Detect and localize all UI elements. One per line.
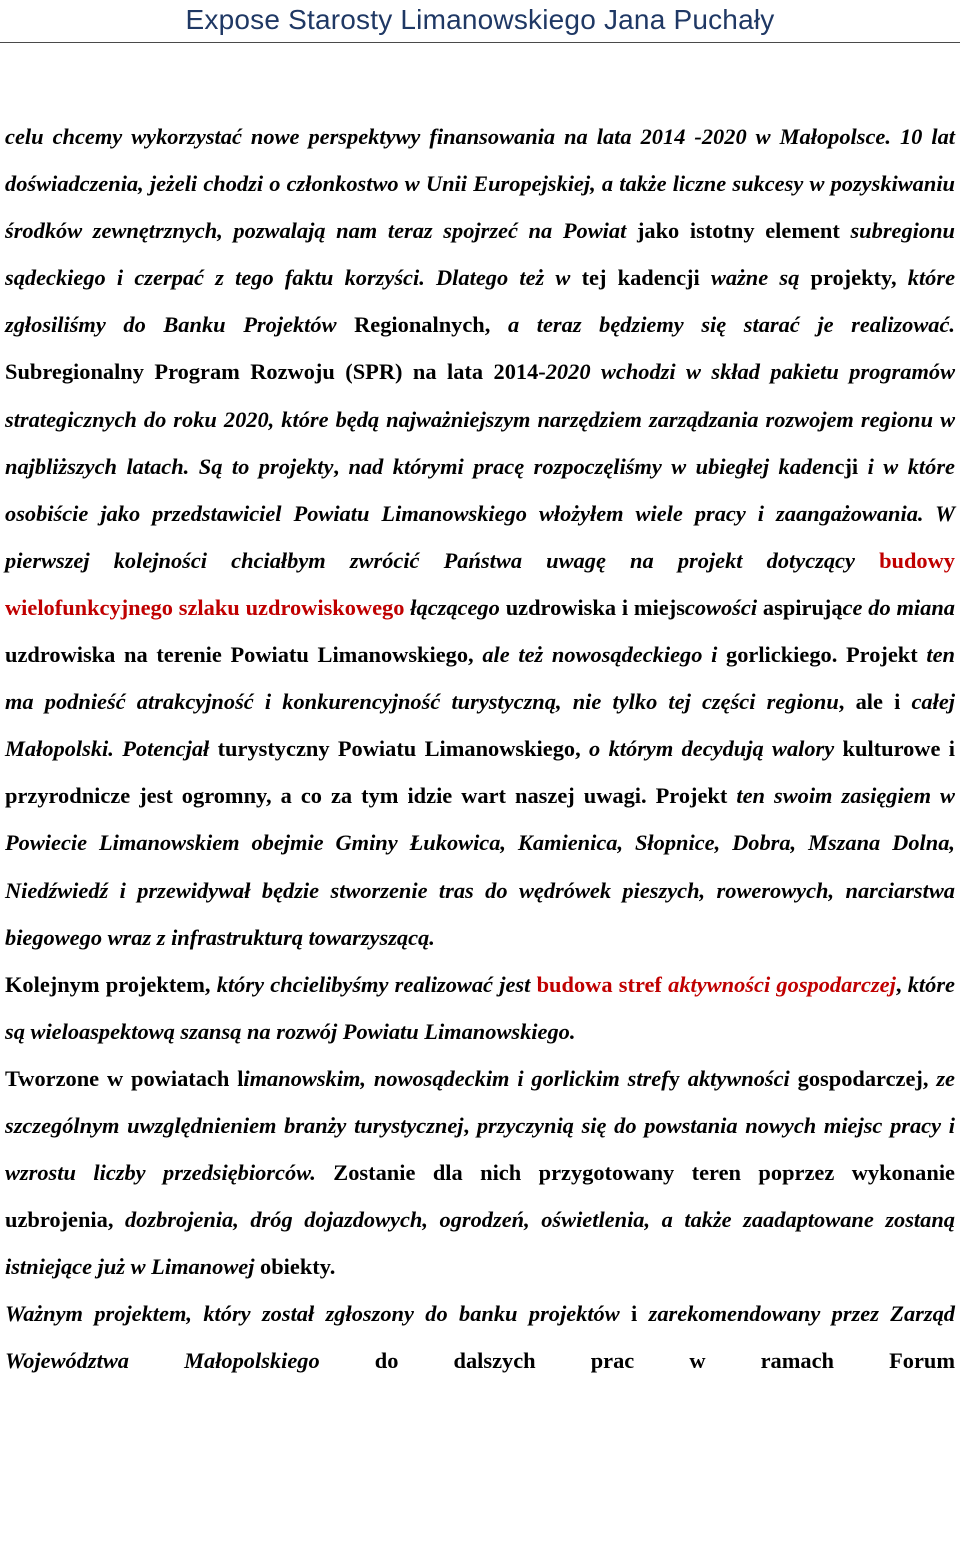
text-segment: projekty, [810, 265, 908, 291]
text-segment: które zgłosiliśmy do Banku [5, 265, 956, 338]
text-segment: obiekty. [260, 1254, 336, 1280]
text-segment: aktywności gospodarczej [668, 971, 896, 997]
text-segment: ze szczególnym uwzględnieniem branży turystycznej [5, 1065, 955, 1138]
text-segment: ce do miana [842, 594, 955, 620]
text-segment: turystyczny Powiatu Limanowskiego, [217, 736, 590, 762]
paragraph-2 [5, 961, 955, 1055]
text-segment: cji [834, 453, 868, 479]
text-segment: o którym decydują walory [589, 736, 843, 762]
text-segment: , ale i [838, 689, 912, 715]
text-segment: przyczynią się do powstania nowych miejsc pracy i wzrostu liczby przedsiębiorców. [5, 1112, 955, 1186]
text-segment: uzdrowiska i miejs [505, 594, 685, 620]
text-segment: imanowskim, nowosądeckim i gorlickim stref [243, 1065, 669, 1091]
text-segment: jako istotny element [636, 218, 851, 244]
page-header [0, 0, 960, 40]
text-segment: , [463, 1112, 477, 1138]
header-title: Expose Starosty Limanowskiego Jana Puchały [185, 4, 775, 35]
text-segment: łączącego [410, 594, 506, 620]
text-segment: do dalszych prac w ramach Forum [374, 1348, 955, 1374]
text-segment: ważne są [710, 265, 811, 291]
text-segment: aspirują [762, 594, 843, 620]
text-segment: i [631, 1301, 649, 1327]
text-segment: Kolejnym projektem, [5, 971, 217, 997]
text-segment: cowości [684, 594, 763, 620]
text-segment: tej kadencji [581, 265, 711, 291]
document-body [5, 113, 955, 1385]
text-segment: i w które osobiście jako przedstawiciel Powiatu Limanowskiego włożyłem wiele pracy i zaangażowania. W pierwszej kolejności chciałbym zwrócić Państwa uwagę na projekt dotyczący [5, 453, 955, 573]
text-segment: nad którymi pracę rozpoczęliśmy w ubiegłej kaden [348, 453, 835, 479]
text-segment: całej Małopolski. Potencjał [5, 689, 955, 762]
text-segment: budowy wielofunkcyjnego szlaku uzdrowiskowego [5, 547, 955, 620]
text-segment: uzdrowiska na terenie Powiatu Limanowskiego, [5, 642, 483, 668]
text-segment: ten ma podnieść atrakcyjność i konkurencyjność turystyczną, nie tylko tej części regionu [5, 642, 955, 715]
text-segment: który chcielibyśmy realizować jest [216, 971, 537, 997]
text-segment: a teraz będziemy się starać je realizować. [507, 312, 956, 338]
text-segment: celu chcemy wykorzystać nowe perspektywy finansowania na lata 2014 -2020 w Małopolsce. 10 lat doświadczenia, jeżeli chodzi o członkostwo w Unii Europejskiej, a także liczne sukcesy w pozyskiwaniu środków zewnętrznych, pozwalają nam teraz spojrzeć na Powiat [5, 124, 955, 244]
text-segment: który został zgłoszony do banku projektów [203, 1301, 632, 1327]
text-segment: Subregionalny Program Rozwoju (SPR) na lata 2014- [5, 359, 546, 385]
text-segment: subregionu sądeckiego i czerpać z tego faktu korzyści. Dlatego też w [5, 218, 955, 291]
text-segment: ten swoim zasięgiem w Powiecie Limanowskiem obejmie Gminy Łukowica, Kamienica, Słopnice, Dobra, Mszana Dolna, Niedźwiedź i przewidywał będzie stworzenie tras do wędrówek pieszych, rowerowych, narciarstwa biegowego wraz z infrastrukturą towarzyszącą. [5, 783, 955, 950]
text-segment: y [668, 1065, 688, 1091]
text-segment: Regionalnych, [354, 312, 508, 338]
header-divider [0, 42, 960, 43]
text-segment: dozbrojenia, dróg dojazdowych, ogrodzeń, oświetlenia, a także zaadaptowane zostaną istniejące już w Limanowej [5, 1207, 956, 1280]
text-segment: gorlickiego. Projekt [726, 642, 927, 668]
text-segment: Projektów [243, 312, 355, 338]
text-segment: , [333, 453, 349, 479]
text-segment: 2020 wchodzi w skład pakietu programów strategicznych do roku 2020, które będą najważniejszym narzędziem zarządzania rozwojem regionu w najbliższych latach. Są to projekty [5, 359, 955, 479]
paragraph-1 [5, 113, 955, 961]
text-segment: Zostanie dla nich przygotowany teren poprzez wykonanie uzbrojenia, [5, 1160, 955, 1233]
text-segment: Ważnym projektem, [5, 1301, 204, 1327]
text-segment: kulturowe i przyrodnicze jest ogromny, a co za tym idzie wart naszej uwagi. Projekt [5, 736, 955, 809]
paragraph-4 [5, 1290, 955, 1384]
text-segment: budowa stref [536, 971, 669, 997]
text-segment: ale też nowosądeckiego i [482, 642, 726, 668]
text-segment: Tworzone w powiatach l [5, 1065, 244, 1091]
text-segment: , [895, 971, 908, 997]
text-segment: aktywności [687, 1065, 798, 1091]
paragraph-3 [5, 1055, 955, 1290]
text-segment: gospodarczej, [797, 1065, 937, 1091]
text-segment: które są wieloaspektową szansą na rozwój Powiatu Limanowskiego. [5, 971, 955, 1044]
text-segment: zarekomendowany przez Zarząd Województwa Małopolskiego [5, 1301, 955, 1374]
